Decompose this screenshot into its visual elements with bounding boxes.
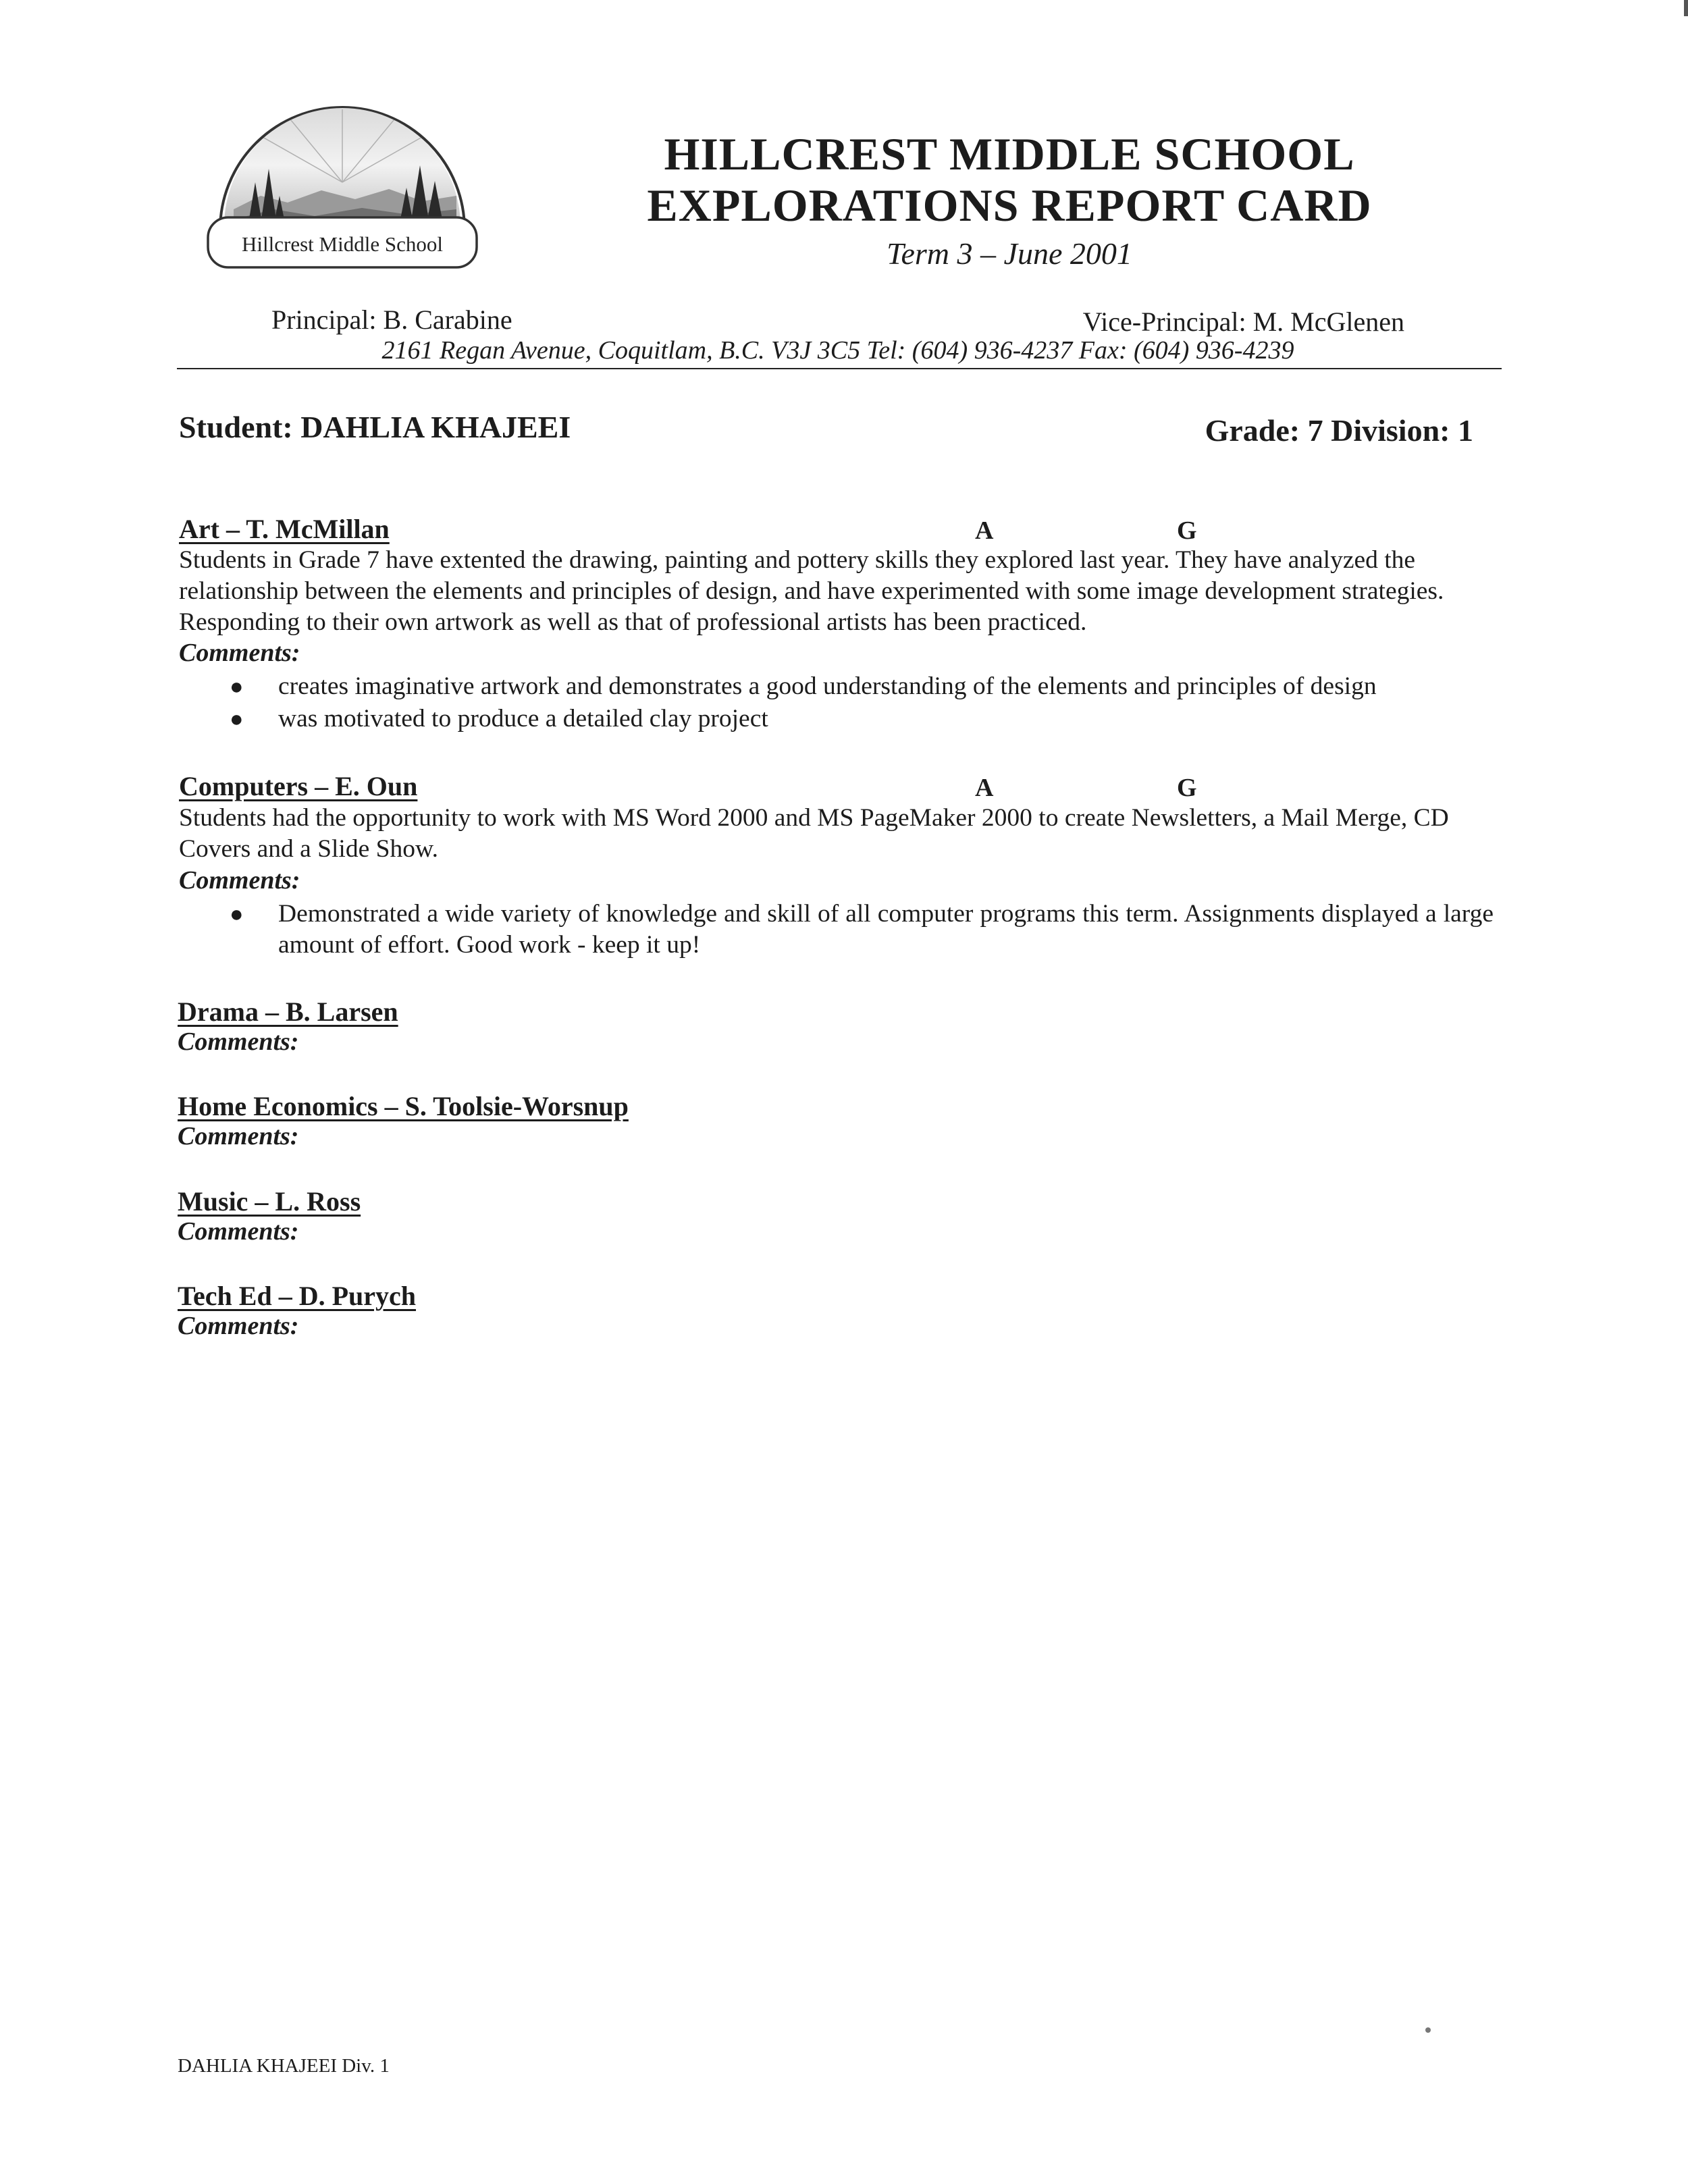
student-name: Student: DAHLIA KHAJEEI xyxy=(179,410,571,444)
computers-mark-work-habits: G xyxy=(1177,774,1197,802)
art-comment-1: creates imaginative artwork and demonstrates a good understanding of the elements and principles of design xyxy=(278,672,1377,700)
art-mark-work-habits: G xyxy=(1177,516,1197,545)
title-block xyxy=(621,128,1398,274)
vice-principal: Vice-Principal: M. McGlenen xyxy=(1082,307,1404,337)
tech-ed-comments-label: Comments: xyxy=(178,1312,299,1340)
home-economics-comments-label: Comments: xyxy=(178,1122,299,1150)
bullet-icon: ● xyxy=(230,674,244,699)
art-mark-achievement: A xyxy=(975,516,994,545)
principal: Principal: B. Carabine xyxy=(271,304,512,335)
subject-title-drama: Drama – B. Larsen xyxy=(178,996,398,1027)
header-divider xyxy=(177,368,1502,369)
art-comments-label: Comments: xyxy=(179,639,300,667)
computers-mark-achievement: A xyxy=(975,774,994,802)
grade-division: Grade: 7 Division: 1 xyxy=(1205,413,1473,448)
art-comment-2: was motivated to produce a detailed clay project xyxy=(278,705,768,733)
logo-text: Hillcrest Middle School xyxy=(242,232,443,256)
school-logo xyxy=(207,101,478,275)
subject-title-computers: Computers – E. Oun xyxy=(179,771,418,801)
page-footer: DAHLIA KHAJEEI Div. 1 xyxy=(178,2055,390,2077)
scan-speck xyxy=(1425,2027,1431,2033)
music-comments-label: Comments: xyxy=(178,1217,299,1246)
computers-comment-1: Demonstrated a wide variety of knowledge and skill of all computer programs this term. Assignments displayed a large amount of effort. Good work - keep it up! xyxy=(278,900,1494,959)
scan-edge-mark xyxy=(1684,0,1688,16)
subject-title-tech-ed: Tech Ed – D. Purych xyxy=(178,1281,417,1311)
report-title: EXPLORATIONS REPORT CARD xyxy=(647,180,1372,231)
school-title: HILLCREST MIDDLE SCHOOL xyxy=(664,128,1355,180)
term-label: Term 3 – June 2001 xyxy=(887,236,1132,271)
drama-comments-label: Comments: xyxy=(178,1028,299,1056)
school-address: 2161 Regan Avenue, Coquitlam, B.C. V3J 3C5 Tel: (604) 936-4237 Fax: (604) 936-4239 xyxy=(381,336,1294,365)
computers-comments-label: Comments: xyxy=(179,866,300,895)
subject-title-music: Music – L. Ross xyxy=(178,1186,361,1217)
bullet-icon: ● xyxy=(230,902,244,927)
art-description: Students in Grade 7 have extented the drawing, painting and pottery skills they explored last year. They have analyzed the relationship between the elements and principles of design, and have experimented with some image development strategies. Responding to their own artwork as well as that of professional artists has been practiced. xyxy=(179,546,1444,636)
computers-description: Students had the opportunity to work with MS Word 2000 and MS PageMaker 2000 to create Newsletters, a Mail Merge, CD Covers and a Slide Show. xyxy=(179,804,1449,863)
subject-title-art: Art – T. McMillan xyxy=(179,514,390,544)
bullet-icon: ● xyxy=(230,707,244,732)
subject-title-home-economics: Home Economics – S. Toolsie-Worsnup xyxy=(178,1091,629,1121)
